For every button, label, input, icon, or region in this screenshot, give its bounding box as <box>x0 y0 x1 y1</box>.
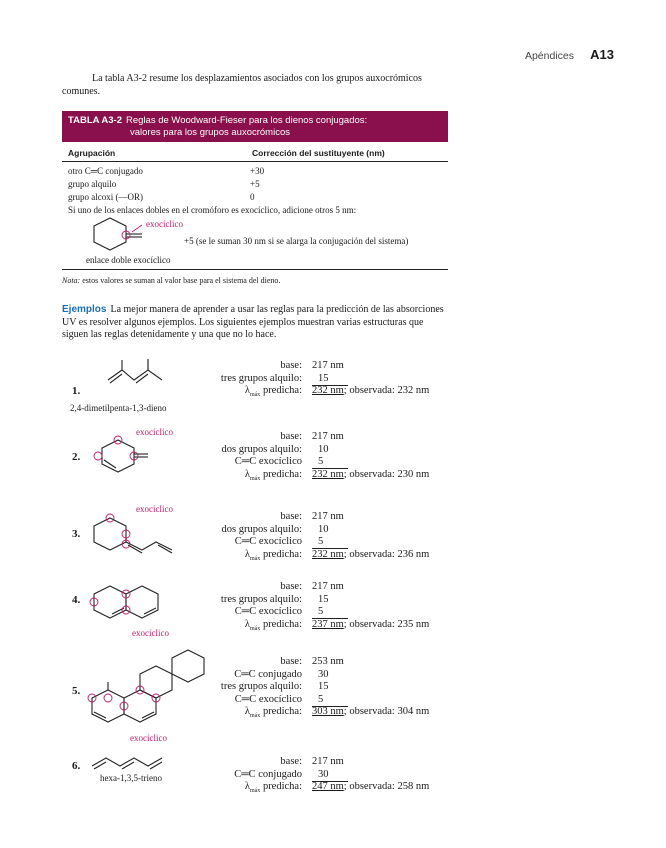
calc-value: 5 <box>318 456 324 467</box>
calc-value: 10 <box>318 523 329 535</box>
calc-value: 15 <box>318 681 329 692</box>
example-2-exo: exocíclico <box>136 427 173 437</box>
predicted-label: $\lambda_{máx}$ predicha: <box>244 385 302 399</box>
calc-label: C═C conjugado <box>234 668 302 680</box>
col-agrupacion: Agrupación <box>68 148 116 158</box>
table-row-value: +5 <box>250 179 260 189</box>
predicted-label: $\lambda_{máx}$ predicha: <box>244 706 302 720</box>
table-title-band <box>62 111 448 142</box>
predicted-label: $\lambda_{máx}$ predicha: <box>244 468 302 482</box>
note-text: estos valores se suman al valor base para el sistema del dieno. <box>82 276 281 285</box>
calc-label: C═C exocíclico <box>234 456 302 467</box>
calc-label: tres grupos alquilo: <box>220 593 302 605</box>
predicted-label: $\lambda_{máx}$ predicha: <box>244 781 302 795</box>
table-row-group: grupo alcoxi (—OR) <box>68 192 143 202</box>
calc-label: tres grupos alquilo: <box>220 372 302 384</box>
calc-label: dos grupos alquilo: <box>221 523 302 535</box>
table-row-group: grupo alquilo <box>68 179 117 189</box>
predicted-value: 303 nm; observada: 304 nm <box>312 706 430 717</box>
example-4-exo: exocíclico <box>132 628 169 638</box>
table-title-2: valores para los grupos auxocrómicos <box>130 127 290 138</box>
example-6-name: hexa-1,3,5-trieno <box>100 773 162 783</box>
calc-label: base: <box>280 756 302 767</box>
calc-label: C═C exocíclico <box>234 693 302 705</box>
structure-4 <box>90 582 170 630</box>
calc-label: base: <box>280 431 302 442</box>
example-1-name: 2,4-dimetilpenta-1,3-dieno <box>70 403 167 413</box>
example-number: 1. <box>72 385 81 397</box>
calc-value: 253 nm <box>312 656 344 667</box>
page-number: A13 <box>590 47 614 62</box>
predicted-value: 232 nm; observada: 230 nm <box>312 468 430 480</box>
example-number: 6. <box>72 760 81 772</box>
calc-value: 217 nm <box>312 431 344 442</box>
exo-label: exocíclico <box>146 219 183 229</box>
calc-value: 217 nm <box>312 360 344 371</box>
calc-value: 217 nm <box>312 756 344 767</box>
calc-label: base: <box>280 511 302 522</box>
table-bottom-rule <box>62 269 448 270</box>
calc-value: 15 <box>318 372 329 384</box>
calc-value: 5 <box>318 536 324 547</box>
calc-label: C═C conjugado <box>234 768 302 780</box>
calc-label: tres grupos alquilo: <box>220 681 302 692</box>
example-number: 4. <box>72 594 81 606</box>
example-5-exo: exocíclico <box>130 733 167 743</box>
calc-label: base: <box>280 656 302 667</box>
table-note <box>62 276 280 285</box>
calc-value: 5 <box>318 693 324 705</box>
exo-caption: enlace doble exocíclico <box>86 255 171 265</box>
predicted-label: $\lambda_{máx}$ predicha: <box>244 548 302 562</box>
col-correccion: Corrección del sustituyente (nm) <box>252 148 385 158</box>
calc-value: 30 <box>318 768 329 780</box>
calc-label: base: <box>280 360 302 371</box>
table-row-value: +30 <box>250 166 265 176</box>
ejemplos-text: La mejor manera de aprender a usar las reglas para la predicción de las absorciones UV es resolver algunos ejemplos. Los siguientes ejemplos muestran varias estructuras que siguen las reglas detenidamente y una que no lo hace. <box>62 304 444 340</box>
example-number: 2. <box>72 451 81 463</box>
predicted-value: 237 nm; observada: 235 nm <box>312 618 430 630</box>
intro-paragraph: La tabla A3-2 resume los desplazamientos asociados con los grupos auxocrómicos comunes. <box>62 73 422 97</box>
calc-value: 10 <box>318 443 329 455</box>
predicted-value: 232 nm; observada: 236 nm <box>312 548 430 560</box>
ejemplos-paragraph <box>62 304 450 342</box>
calc-value: 217 nm <box>312 511 344 522</box>
predicted-value: 247 nm; observada: 258 nm <box>312 781 430 792</box>
example-3-exo: exocíclico <box>136 504 173 514</box>
calc-label: C═C exocíclico <box>234 606 302 617</box>
exo-rule-text: Si uno de los enlaces dobles en el cromóforo es exocíclico, adicione otros 5 nm: <box>68 205 357 215</box>
example-number: 5. <box>72 685 81 697</box>
structure-2 <box>90 436 160 484</box>
calc-label: base: <box>280 581 302 592</box>
calc-value: 15 <box>318 593 329 605</box>
ejemplos-label: Ejemplos <box>62 304 107 315</box>
structure-1 <box>100 360 180 400</box>
calc-value: 217 nm <box>312 581 344 592</box>
note-label: Nota: <box>62 276 81 285</box>
table-header <box>62 143 448 162</box>
calc-label: C═C exocíclico <box>234 536 302 547</box>
table-id: TABLA A3-2 <box>68 115 123 126</box>
table-row-value: 0 <box>250 192 255 202</box>
calc-value: 30 <box>318 668 329 680</box>
running-header-section: Apéndices <box>524 50 574 62</box>
table-title-1: Reglas de Woodward-Fieser para los dienos conjugados: <box>126 115 368 126</box>
calc-label: dos grupos alquilo: <box>221 443 302 455</box>
table-row-group: otro C═C conjugado <box>68 166 143 176</box>
predicted-label: $\lambda_{máx}$ predicha: <box>244 618 302 632</box>
exo-value: +5 (se le suman 30 nm si se alarga la conjugación del sistema) <box>184 236 409 246</box>
predicted-value: 232 nm; observada: 232 nm <box>312 385 430 396</box>
calc-value: 5 <box>318 606 324 617</box>
example-number: 3. <box>72 528 81 540</box>
